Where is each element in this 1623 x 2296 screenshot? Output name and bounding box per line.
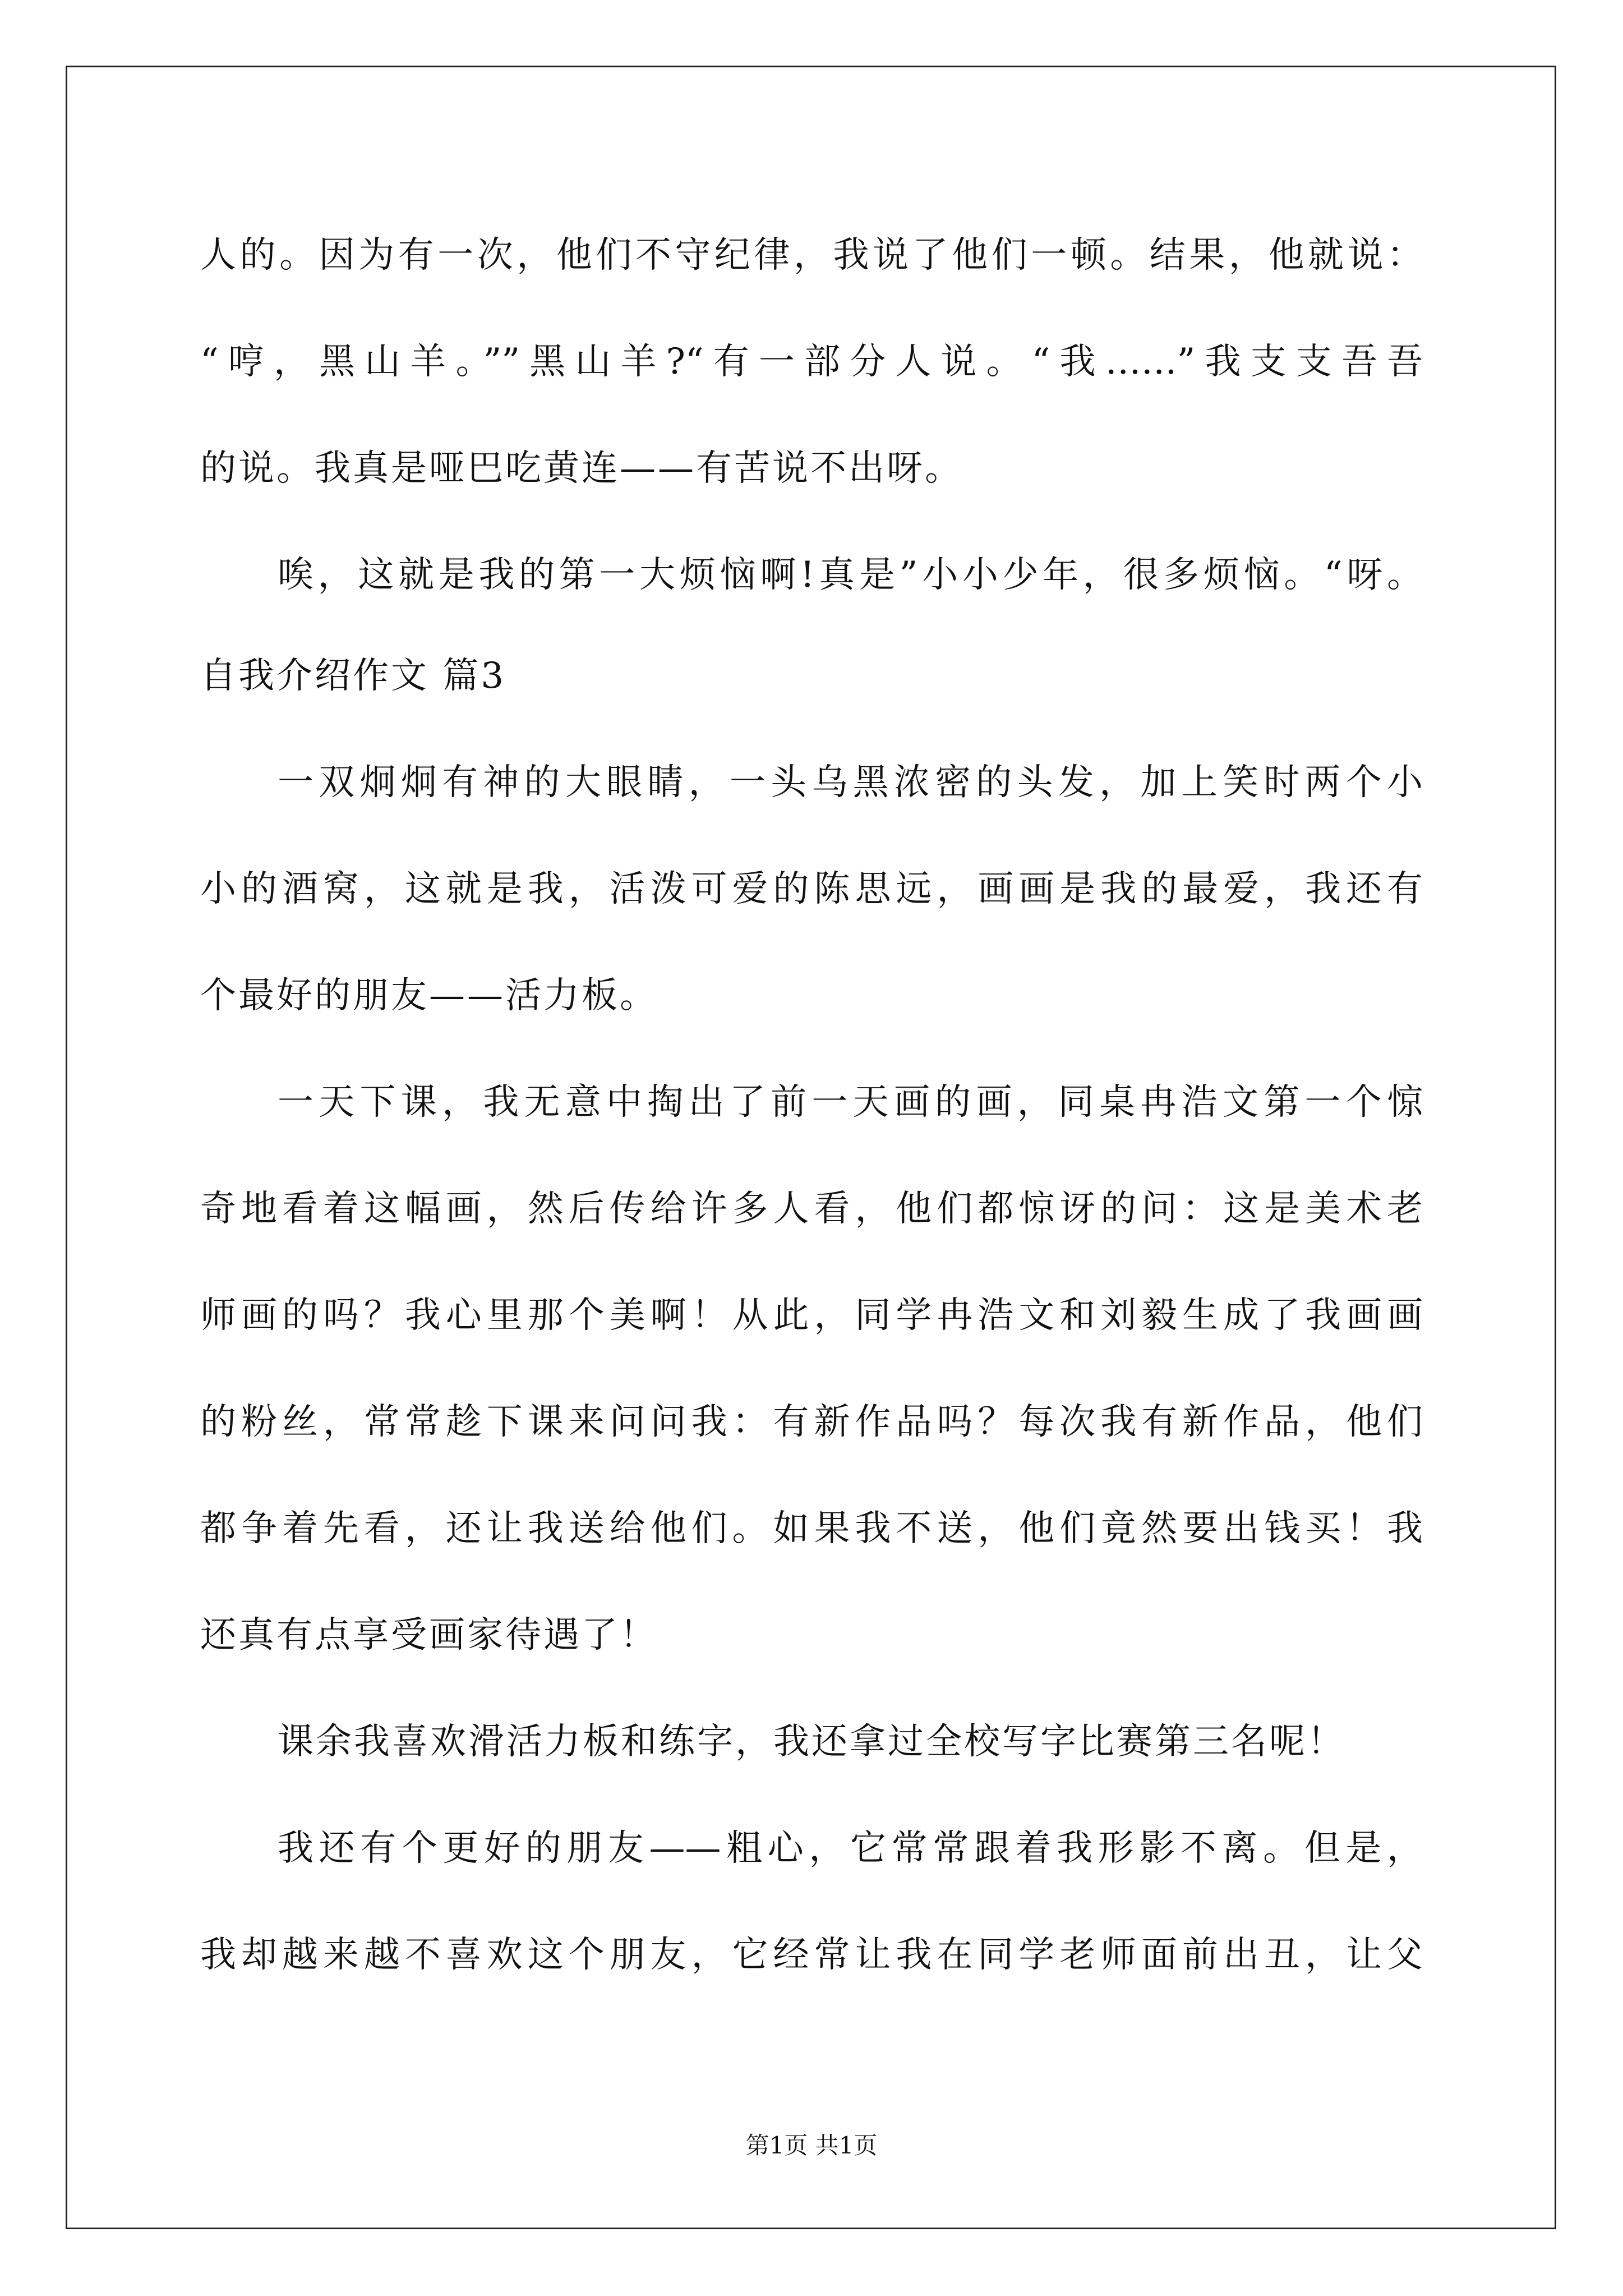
- text-line-14: 还真有点享受画家待遇了！: [200, 1614, 658, 1656]
- text-line-4: 唉，这就是我的第一大烦恼啊!真是”小小少年，很多烦恼。“呀。: [278, 554, 1423, 596]
- page-footer: 第1页 共1页: [745, 2132, 878, 2159]
- text-line-3: 的说。我真是哑巴吃黄连——有苦说不出呀。: [200, 448, 963, 489]
- text-line-13: 都争着先看，还让我送给他们。如果我不送，他们竟然要出钱买！我: [200, 1508, 1423, 1549]
- text-line-15: 课余我喜欢滑活力板和练字，我还拿过全校写字比赛第三名呢！: [278, 1721, 1345, 1763]
- text-line-9: 一天下课，我无意中掏出了前一天画的画，同桌冉浩文第一个惊: [278, 1082, 1423, 1123]
- text-line-16: 我还有个更好的朋友——粗心，它常常跟着我形影不离。但是，: [278, 1828, 1423, 1869]
- text-line-8: 个最好的朋友——活力板。: [200, 975, 658, 1016]
- text-line-12: 的粉丝，常常趁下课来问问我：有新作品吗？每次我有新作品，他们: [200, 1401, 1423, 1443]
- text-line-7: 小的酒窝，这就是我，活泼可爱的陈思远，画画是我的最爱，我还有: [200, 868, 1423, 910]
- text-line-17: 我却越来越不喜欢这个朋友，它经常让我在同学老师面前出丑，让父: [200, 1934, 1423, 1976]
- text-line-6: 一双炯炯有神的大眼睛，一头乌黑浓密的头发，加上笑时两个小: [278, 762, 1423, 803]
- text-line-11: 师画的吗？我心里那个美啊！从此，同学冉浩文和刘毅生成了我画画: [200, 1295, 1423, 1336]
- section-heading: 自我介绍作文 篇3: [200, 655, 506, 697]
- text-line-10: 奇地看着这幅画，然后传给许多人看，他们都惊讶的问：这是美术老: [200, 1188, 1423, 1230]
- text-line-2: “哼，黑山羊。””黑山羊?“有一部分人说。“我……”我支支吾吾: [200, 341, 1423, 383]
- text-line-1: 人的。因为有一次，他们不守纪律，我说了他们一顿。结果，他就说：: [200, 234, 1423, 276]
